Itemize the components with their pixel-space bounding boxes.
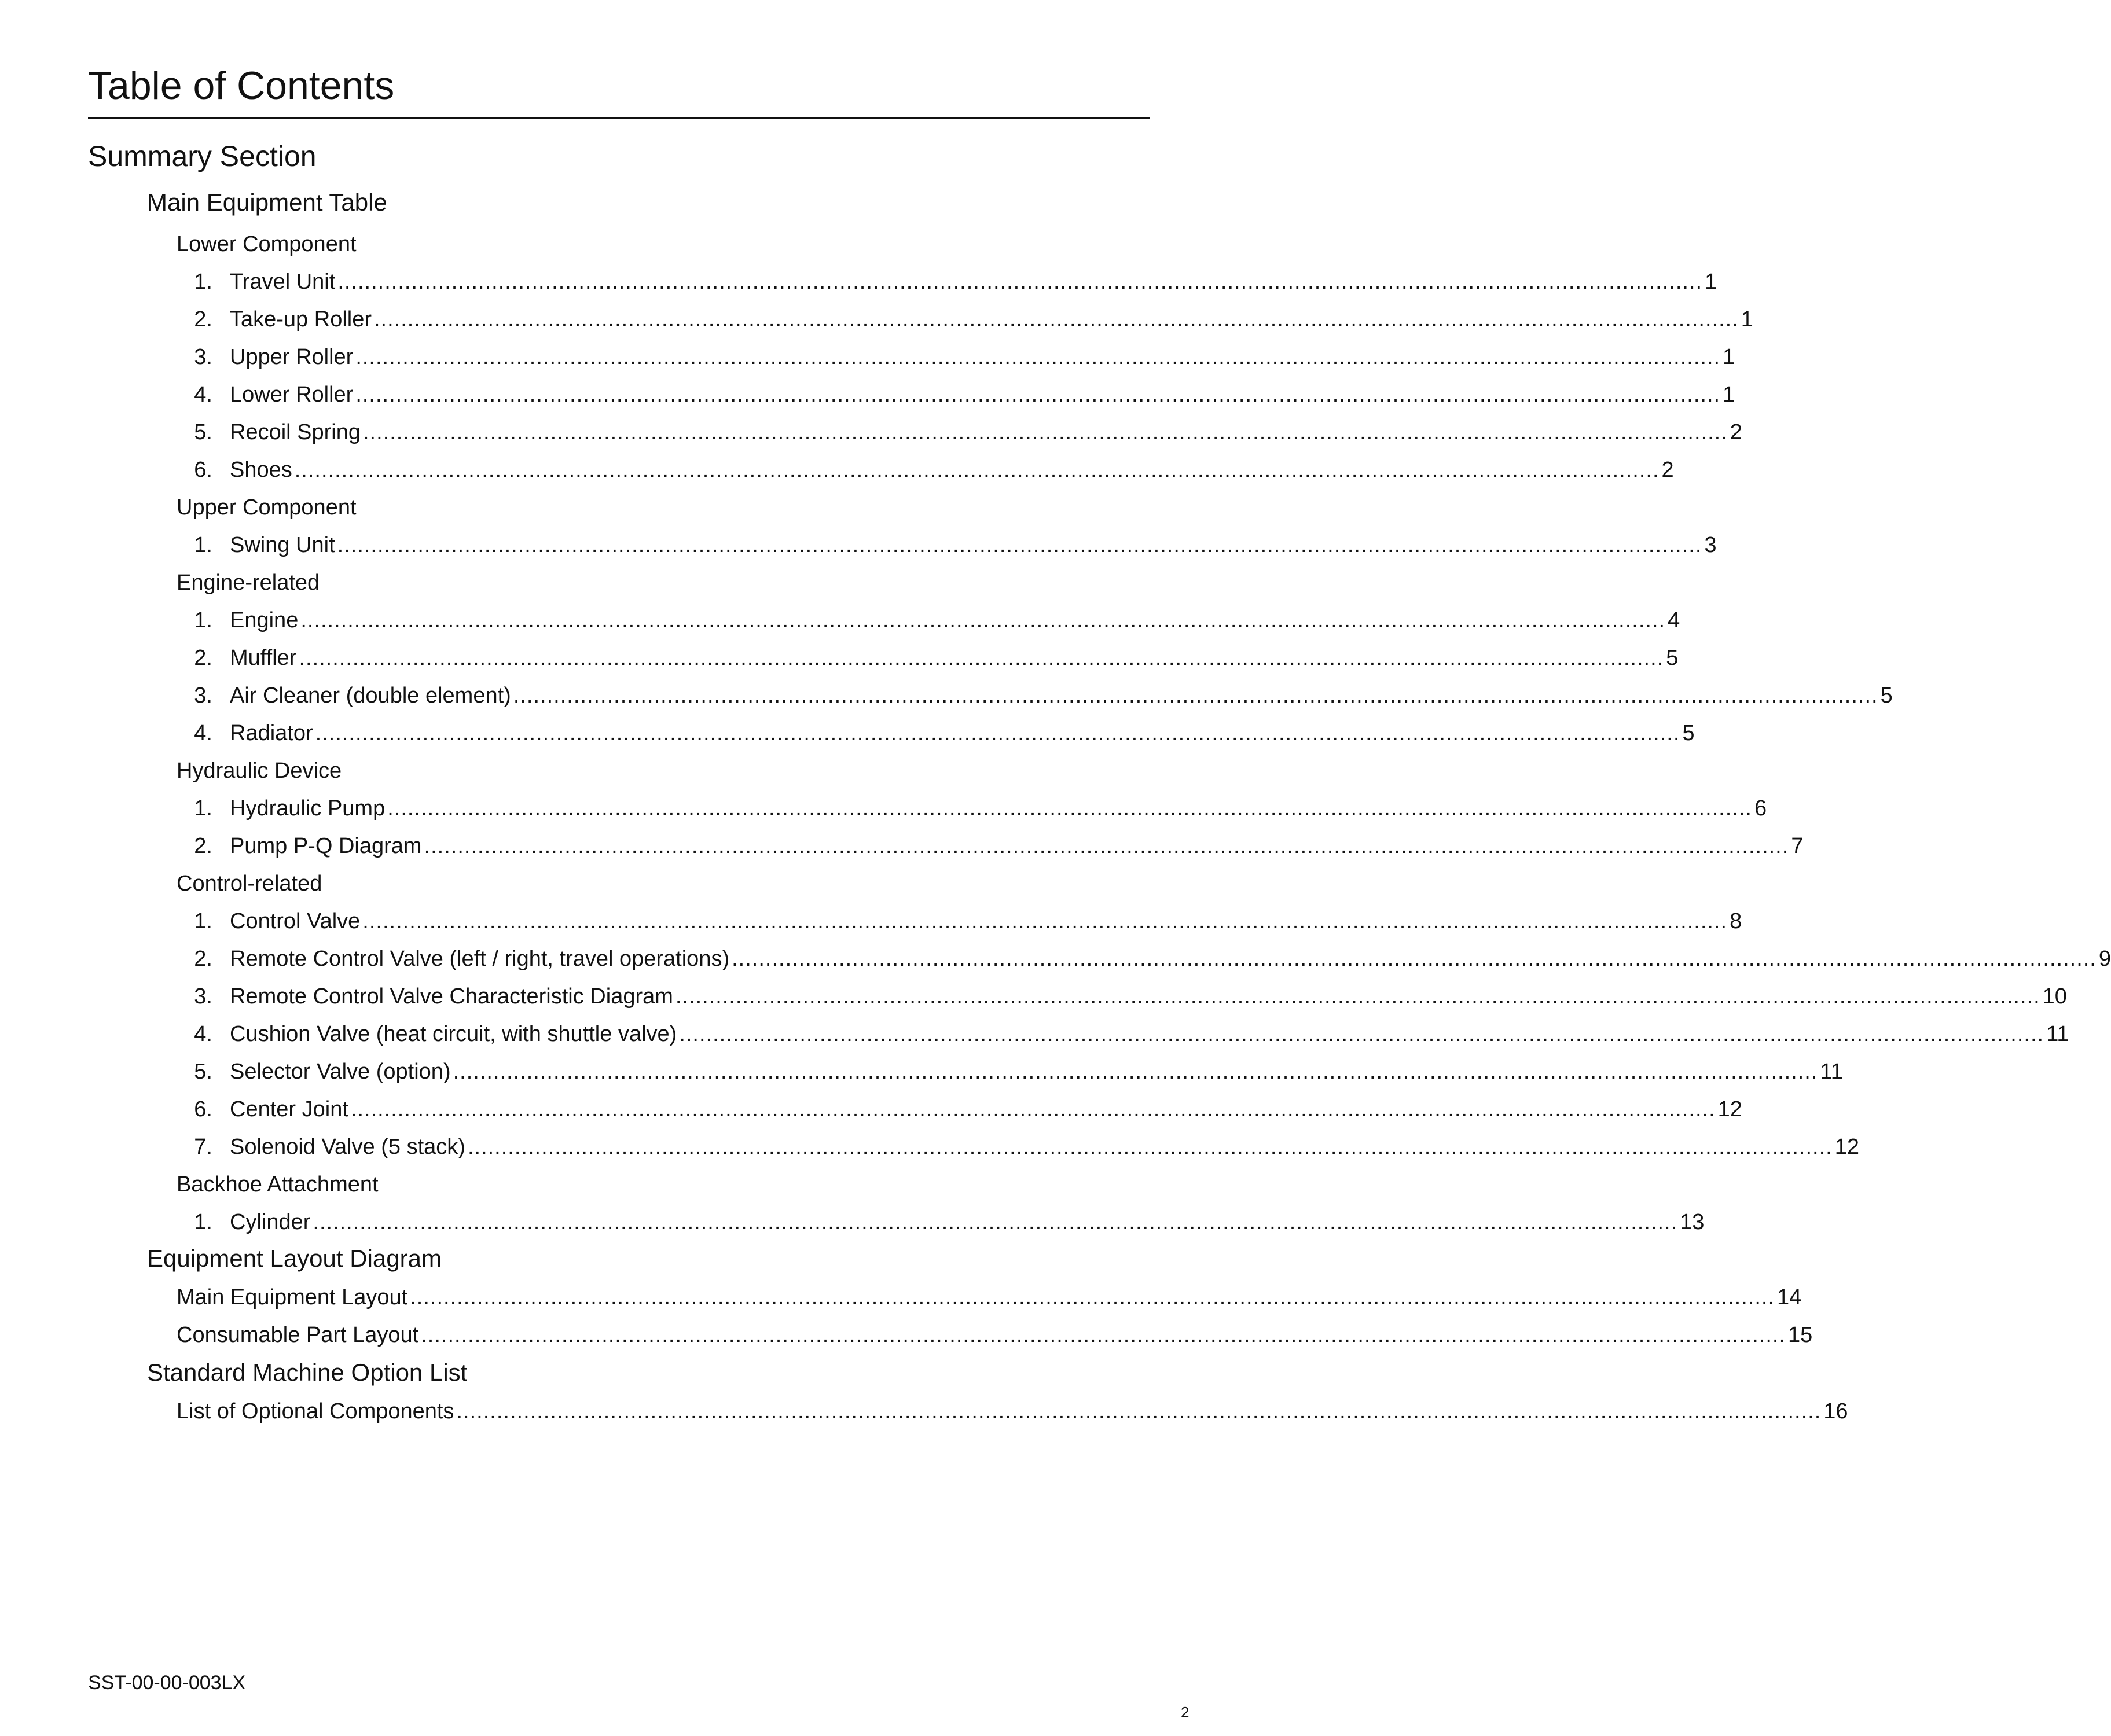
leader-dots: ............................................................................................................................................................................................................ [355, 382, 1721, 407]
entry-page: 5 [1682, 721, 1695, 745]
toc-entry-lower-roller[interactable] [177, 372, 1735, 409]
toc-entry-center-joint[interactable] [177, 1086, 1742, 1123]
entry-number: 3. [194, 683, 212, 708]
entry-number: 3. [194, 345, 212, 369]
entry-label: List of Optional Components [177, 1399, 454, 1424]
group-label: Hydraulic Device [177, 759, 342, 783]
entry-page: 11 [2046, 1022, 2069, 1046]
entry-page: 7 [1791, 834, 1804, 858]
leader-dots: ............................................................................................................................................................................................................ [387, 796, 1752, 821]
entry-number: 4. [194, 721, 212, 745]
toc-entry-hydraulic-pump[interactable] [177, 785, 1767, 822]
entry-page: 11 [1820, 1060, 1843, 1084]
entry-label: Cylinder [230, 1210, 311, 1234]
entry-label: Swing Unit [230, 533, 335, 557]
section-label: Summary Section [88, 140, 317, 172]
page-number: 2 [1181, 1704, 1189, 1721]
title-divider [88, 117, 1150, 119]
leader-dots: ............................................................................................................................................................................................................ [675, 984, 2040, 1009]
entry-number: 1. [194, 533, 212, 557]
leader-dots: ............................................................................................................................................................................................................ [513, 683, 1878, 708]
page-title: Table of Contents [88, 64, 395, 108]
group-label: Engine-related [177, 571, 320, 595]
entry-label: Radiator [230, 721, 313, 745]
toc-entry-air-cleaner[interactable] [177, 672, 1893, 709]
leader-dots: ............................................................................................................................................................................................................ [337, 270, 1703, 294]
entry-page: 10 [2042, 984, 2067, 1009]
toc-entry-shoes[interactable] [177, 447, 1674, 484]
toc-entry-engine[interactable] [177, 597, 1680, 634]
leader-dots: ............................................................................................................................................................................................................ [732, 947, 2097, 971]
entry-label: Upper Roller [230, 345, 354, 369]
group-heading-lower-component [177, 221, 871, 258]
group-heading-engine-related [177, 560, 871, 597]
toc-entry-control-valve[interactable] [177, 898, 1742, 935]
leader-dots: ............................................................................................................................................................................................................ [374, 307, 1739, 332]
entry-page: 8 [1730, 909, 1742, 933]
entry-label: Cushion Valve (heat circuit, with shuttle valve) [230, 1022, 677, 1046]
entry-number: 3. [194, 984, 212, 1009]
leader-dots: ............................................................................................................................................................................................................ [300, 608, 1666, 632]
entry-number: 4. [194, 1022, 212, 1046]
entry-number: 7. [194, 1135, 212, 1159]
toc-entry-muffler[interactable] [177, 635, 1679, 672]
leader-dots: ............................................................................................................................................................................................................ [679, 1022, 2044, 1046]
leader-dots: ............................................................................................................................................................................................................ [362, 909, 1728, 933]
entry-label: Control Valve [230, 909, 361, 933]
leader-dots: ............................................................................................................................................................................................................ [355, 345, 1721, 369]
toc-entry-cushion-valve[interactable] [177, 1011, 2069, 1048]
entry-page: 2 [1730, 420, 1742, 444]
toc-entry-consumable-part-layout[interactable] [177, 1312, 1813, 1349]
entry-label: Recoil Spring [230, 420, 361, 444]
entry-label: Air Cleaner (double element) [230, 683, 511, 708]
group-label: Lower Component [177, 232, 357, 256]
entry-page: 6 [1754, 796, 1767, 821]
subsection-heading-main-equipment-table [147, 181, 900, 218]
entry-number: 2. [194, 947, 212, 971]
entry-number: 2. [194, 307, 212, 332]
entry-number: 1. [194, 270, 212, 294]
entry-number: 1. [194, 796, 212, 821]
entry-number: 1. [194, 608, 212, 632]
entry-page: 1 [1705, 270, 1717, 294]
entry-page: 4 [1668, 608, 1680, 632]
entry-label: Muffler [230, 646, 297, 670]
leader-dots: ............................................................................................................................................................................................................ [421, 1323, 1786, 1347]
entry-label: Pump P-Q Diagram [230, 834, 422, 858]
section-heading-summary [88, 137, 898, 174]
toc-entry-remote-control-valve-characteristic[interactable] [177, 973, 2067, 1010]
entry-number: 1. [194, 1210, 212, 1234]
entry-label: Center Joint [230, 1097, 348, 1121]
entry-label: Remote Control Valve Characteristic Diagram [230, 984, 673, 1009]
entry-label: Shoes [230, 458, 292, 482]
toc-entry-selector-valve[interactable] [177, 1049, 1843, 1086]
toc-entry-cylinder[interactable] [177, 1199, 1705, 1236]
toc-entry-travel-unit[interactable] [177, 259, 1717, 296]
toc-entry-pump-pq-diagram[interactable] [177, 823, 1804, 860]
leader-dots: ............................................................................................................................................................................................................ [337, 533, 1702, 557]
toc-entry-upper-roller[interactable] [177, 334, 1735, 371]
entry-number: 2. [194, 834, 212, 858]
subsection-label: Main Equipment Table [147, 189, 387, 216]
entry-label: Lower Roller [230, 382, 354, 407]
entry-page: 3 [1704, 533, 1717, 557]
entry-page: 15 [1788, 1323, 1813, 1347]
entry-number: 2. [194, 646, 212, 670]
toc-entry-solenoid-valve[interactable] [177, 1124, 1859, 1161]
toc-entry-remote-control-valve[interactable] [177, 936, 2111, 973]
toc-entry-main-equipment-layout[interactable] [177, 1274, 1802, 1311]
entry-page: 5 [1880, 683, 1893, 708]
entry-number: 5. [194, 1060, 212, 1084]
toc-entry-swing-unit[interactable] [177, 522, 1717, 559]
entry-page: 12 [1834, 1135, 1859, 1159]
toc-entry-recoil-spring[interactable] [177, 409, 1742, 446]
subsection-heading-equipment-layout-diagram [147, 1237, 900, 1274]
entry-page: 14 [1777, 1285, 1802, 1310]
entry-label: Take-up Roller [230, 307, 372, 332]
entry-label: Remote Control Valve (left / right, travel operations) [230, 947, 730, 971]
entry-page: 9 [2098, 947, 2111, 971]
leader-dots: ............................................................................................................................................................................................................ [294, 458, 1660, 482]
group-label: Control-related [177, 871, 322, 896]
entry-label: Engine [230, 608, 299, 632]
subsection-label: Equipment Layout Diagram [147, 1245, 442, 1272]
entry-page: 2 [1661, 458, 1674, 482]
entry-page: 1 [1741, 307, 1753, 332]
group-heading-control-related [177, 860, 871, 898]
entry-page: 5 [1666, 646, 1679, 670]
toc-entry-take-up-roller[interactable] [177, 296, 1753, 333]
entry-label: Selector Valve (option) [230, 1060, 451, 1084]
entry-label: Solenoid Valve (5 stack) [230, 1135, 465, 1159]
entry-label: Travel Unit [230, 270, 336, 294]
leader-dots: ............................................................................................................................................................................................................ [410, 1285, 1775, 1310]
entry-number: 4. [194, 382, 212, 407]
entry-page: 16 [1823, 1399, 1848, 1424]
leader-dots: ............................................................................................................................................................................................................ [313, 1210, 1678, 1234]
entry-label: Main Equipment Layout [177, 1285, 408, 1310]
group-heading-upper-component [177, 484, 871, 521]
entry-page: 13 [1680, 1210, 1705, 1234]
leader-dots: ............................................................................................................................................................................................................ [456, 1399, 1822, 1424]
document-code: SST-00-00-003LX [88, 1672, 246, 1694]
entry-number: 6. [194, 458, 212, 482]
entry-page: 1 [1723, 382, 1735, 407]
group-heading-backhoe-attachment [177, 1161, 871, 1198]
toc-entry-list-of-optional-components[interactable] [177, 1388, 1848, 1425]
entry-page: 1 [1723, 345, 1735, 369]
leader-dots: ............................................................................................................................................................................................................ [424, 834, 1789, 858]
entry-number: 5. [194, 420, 212, 444]
subsection-label: Standard Machine Option List [147, 1359, 468, 1386]
toc-entry-radiator[interactable] [177, 710, 1695, 747]
entry-label: Consumable Part Layout [177, 1323, 419, 1347]
leader-dots: ............................................................................................................................................................................................................ [453, 1060, 1818, 1084]
leader-dots: ............................................................................................................................................................................................................ [363, 420, 1728, 444]
entry-page: 12 [1717, 1097, 1742, 1121]
leader-dots: ............................................................................................................................................................................................................ [467, 1135, 1833, 1159]
group-label: Upper Component [177, 495, 357, 520]
subsection-heading-standard-machine-option-list [147, 1351, 900, 1388]
entry-number: 1. [194, 909, 212, 933]
leader-dots: ............................................................................................................................................................................................................ [299, 646, 1664, 670]
leader-dots: ............................................................................................................................................................................................................ [315, 721, 1680, 745]
entry-label: Hydraulic Pump [230, 796, 386, 821]
leader-dots: ............................................................................................................................................................................................................ [350, 1097, 1716, 1121]
group-heading-hydraulic-device [177, 748, 871, 785]
entry-number: 6. [194, 1097, 212, 1121]
group-label: Backhoe Attachment [177, 1172, 379, 1197]
